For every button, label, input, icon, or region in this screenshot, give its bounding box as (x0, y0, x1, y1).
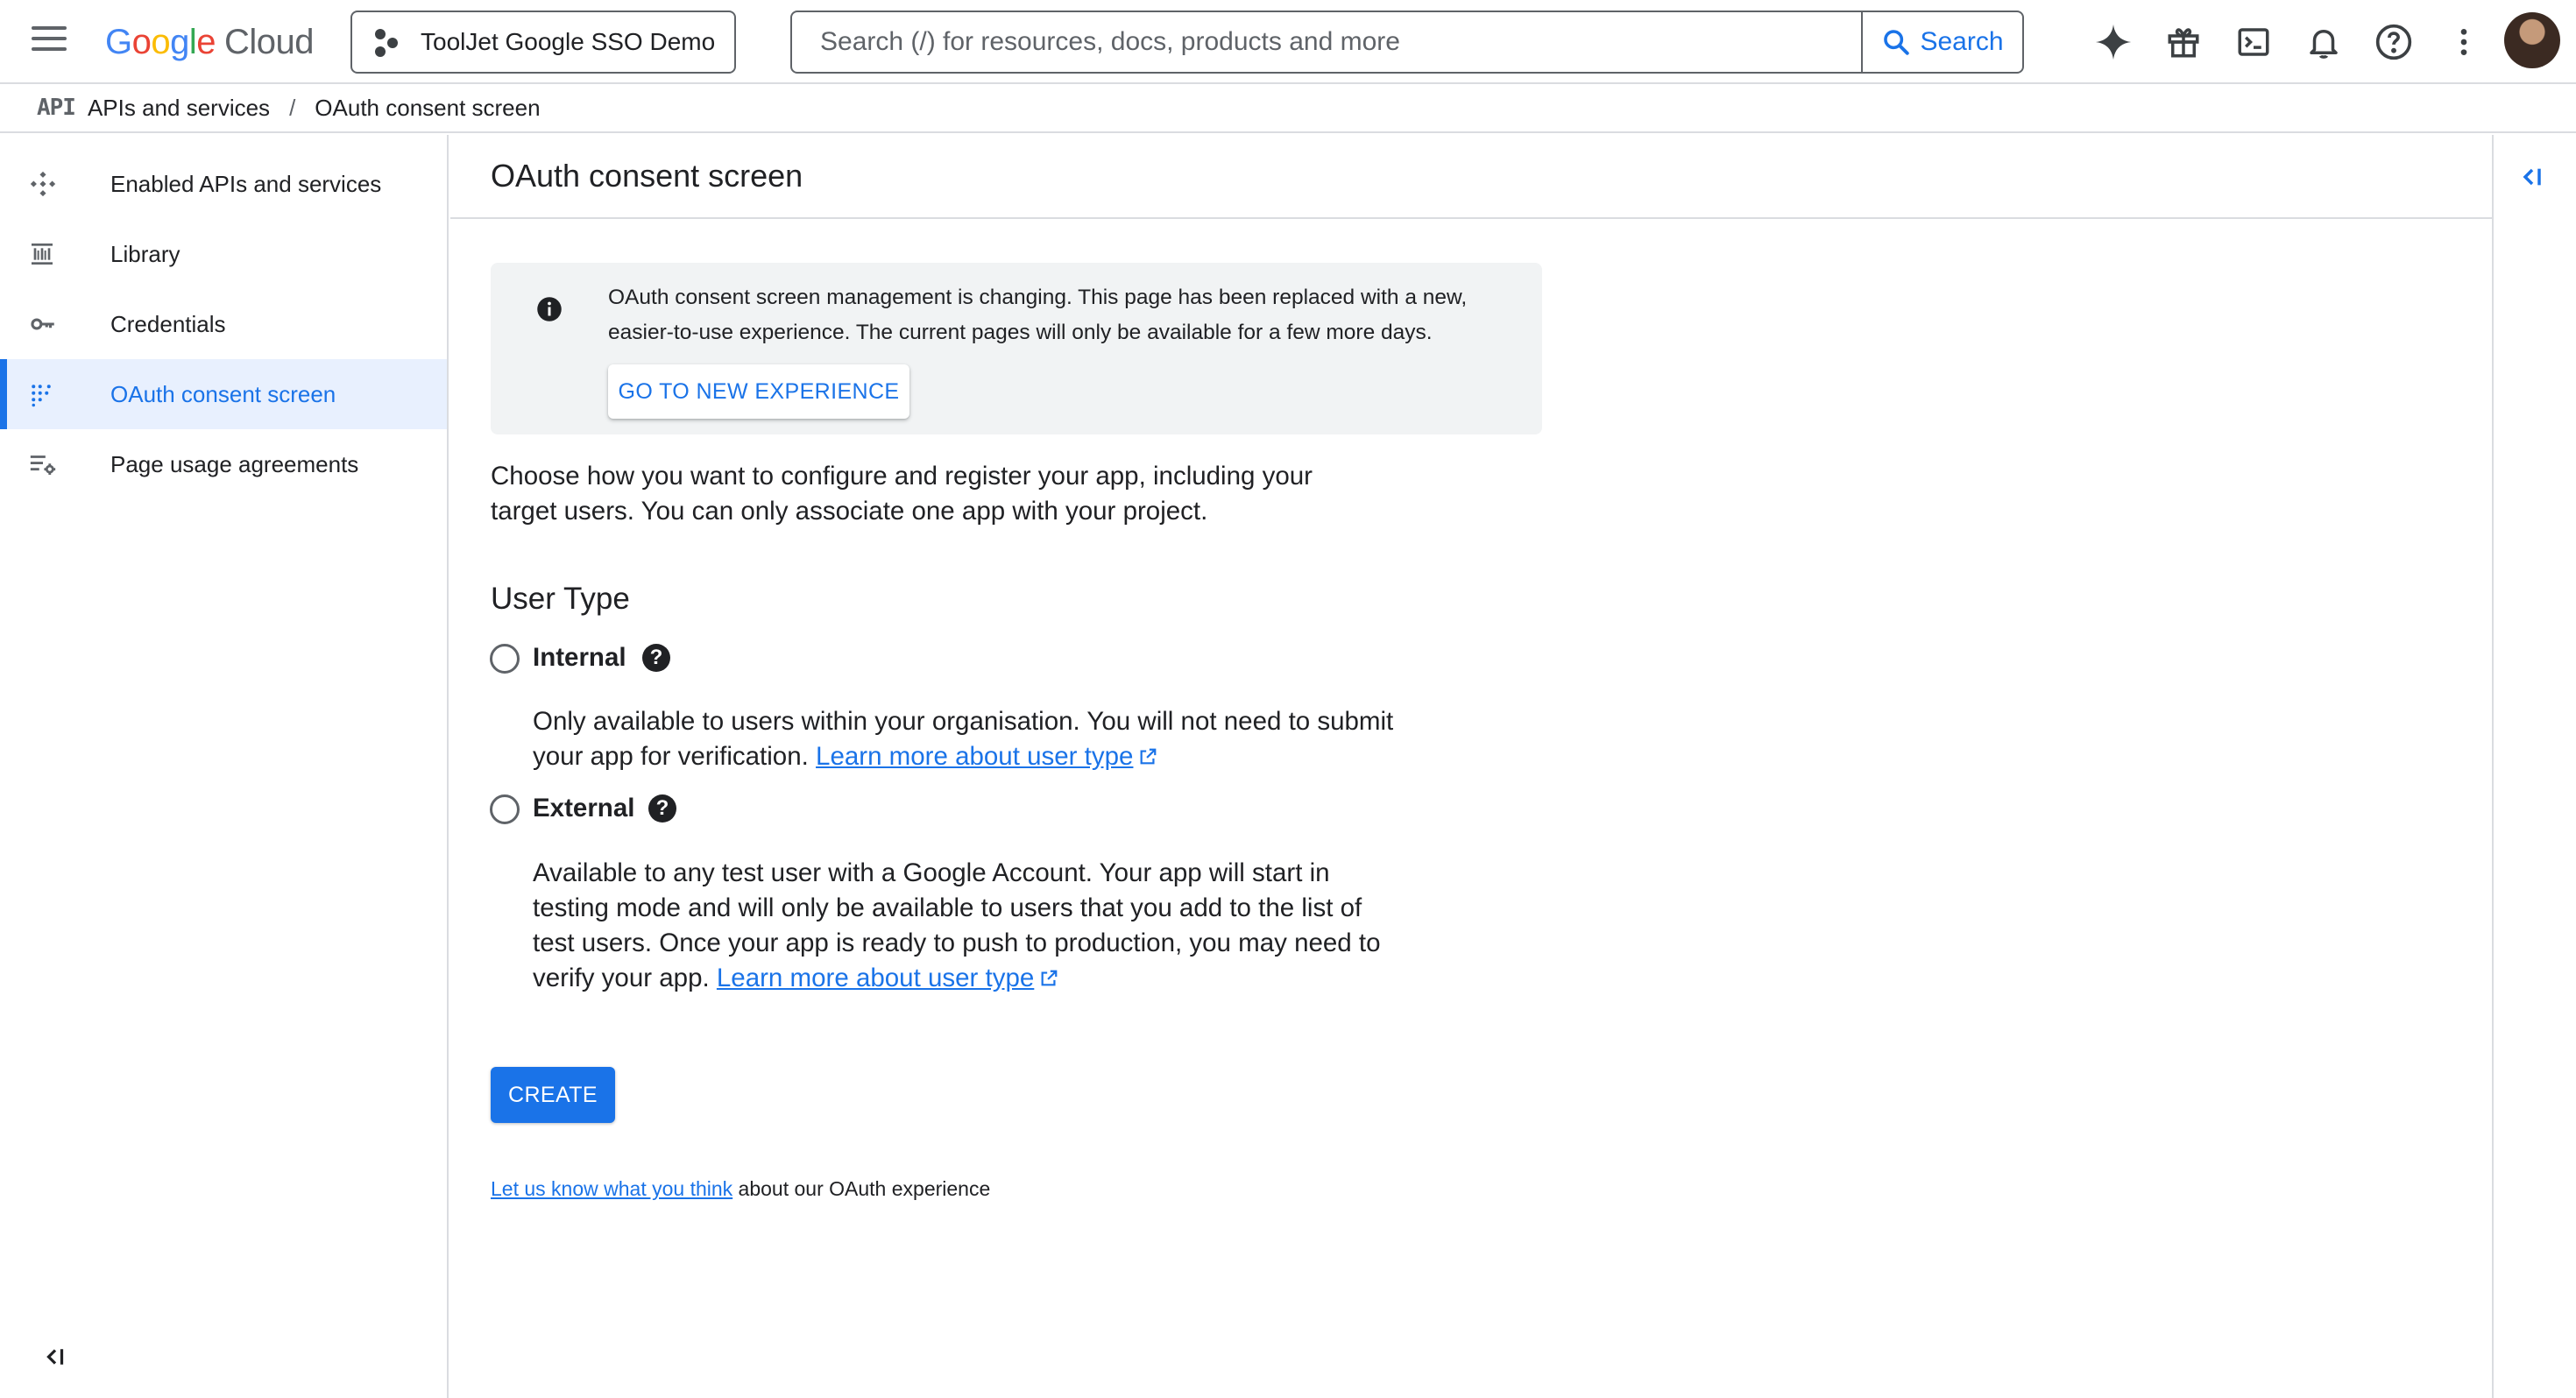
library-icon (28, 240, 84, 268)
sidebar-item-page-usage[interactable] (0, 429, 447, 499)
info-icon (536, 296, 563, 327)
gift-icon[interactable] (2162, 21, 2204, 63)
breadcrumb-separator: / (289, 94, 296, 121)
sidebar-item-credentials[interactable] (0, 289, 447, 359)
breadcrumb-item-apis[interactable]: APIs and services (87, 94, 271, 121)
internal-help-icon[interactable]: ? (642, 644, 670, 672)
search-button-label: Search (1920, 27, 2004, 56)
oauth-dots-icon (28, 381, 84, 407)
user-type-heading: User Type (491, 582, 630, 616)
intro-text: Choose how you want to configure and register your app, including your target users. You can only associate one app with your project. (491, 462, 1313, 526)
api-diamond-icon (28, 169, 84, 199)
external-learn-more-link[interactable]: Learn more about user type (716, 964, 1035, 992)
external-link-icon (1138, 747, 1157, 766)
sidebar-item-label: Page usage agreements (110, 450, 359, 477)
external-link-icon (1039, 969, 1058, 988)
sidebar-item-library[interactable] (0, 219, 447, 289)
project-name: ToolJet Google SSO Demo (421, 28, 716, 55)
google-cloud-logo[interactable] (105, 18, 314, 67)
internal-learn-more-link[interactable]: Learn more about user type (816, 742, 1134, 771)
search-bar (790, 11, 2024, 74)
info-banner (491, 263, 1542, 434)
search-icon (1881, 27, 1911, 57)
sidebar-item-label: Library (110, 240, 180, 267)
settings-list-icon (28, 449, 84, 479)
breadcrumb (0, 84, 2576, 133)
feedback-line (491, 1177, 990, 1201)
external-radio[interactable] (490, 794, 520, 824)
notifications-icon[interactable] (2303, 21, 2345, 63)
banner-message: OAuth consent screen management is changing. This page has been replaced with a new, easier-to-use experience. The current pages will only be available for a few more days. (608, 286, 1468, 344)
external-label[interactable]: External (533, 794, 635, 823)
breadcrumb-item-current: OAuth consent screen (315, 94, 541, 121)
logo-cloud: Cloud (224, 22, 315, 61)
project-icon (375, 27, 405, 57)
create-button[interactable]: CREATE (491, 1067, 615, 1123)
menu-icon[interactable] (32, 26, 67, 58)
sidebar-item-enabled-apis[interactable] (0, 149, 447, 219)
external-help-icon[interactable]: ? (648, 794, 676, 823)
avatar[interactable] (2504, 12, 2560, 68)
page-title-bar (450, 135, 2492, 219)
expand-panel-icon[interactable] (2516, 163, 2548, 191)
logo-google: Google (105, 22, 216, 61)
internal-label[interactable]: Internal (533, 643, 626, 672)
project-picker[interactable] (350, 11, 736, 74)
sidebar-item-label: Enabled APIs and services (110, 170, 382, 197)
external-description (533, 856, 1409, 996)
feedback-link[interactable]: Let us know what you think (491, 1177, 733, 1200)
more-vert-icon[interactable] (2443, 21, 2485, 63)
collapse-sidebar-icon[interactable] (42, 1344, 68, 1370)
sidebar-item-oauth-consent[interactable] (0, 359, 447, 429)
page-title: OAuth consent screen (491, 158, 803, 194)
internal-description-text: Only available to users within your organisation. You will not need to submit your app for verification. (533, 707, 1394, 771)
help-icon[interactable] (2373, 21, 2415, 63)
search-button[interactable] (1861, 12, 2022, 72)
sidebar-item-label: OAuth consent screen (110, 380, 336, 407)
go-to-new-experience-button[interactable]: GO TO NEW EXPERIENCE (608, 364, 909, 419)
external-description-text: Available to any test user with a Google Account. Your app will start in testing mode and will only be available to users that you add to the list of test users. Once your app is ready to push to production, you may need to verify your app. (533, 858, 1381, 992)
internal-description (533, 704, 1409, 774)
sidebar-item-label: Credentials (110, 310, 226, 337)
internal-radio[interactable] (490, 644, 520, 674)
right-side-panel (2492, 135, 2576, 1398)
key-icon (28, 309, 84, 339)
gemini-sparkle-icon[interactable] (2092, 21, 2134, 63)
api-logo-icon: API (37, 95, 75, 121)
search-input[interactable] (792, 12, 1861, 72)
feedback-text: about our OAuth experience (732, 1177, 991, 1200)
cloud-shell-icon[interactable] (2233, 21, 2275, 63)
